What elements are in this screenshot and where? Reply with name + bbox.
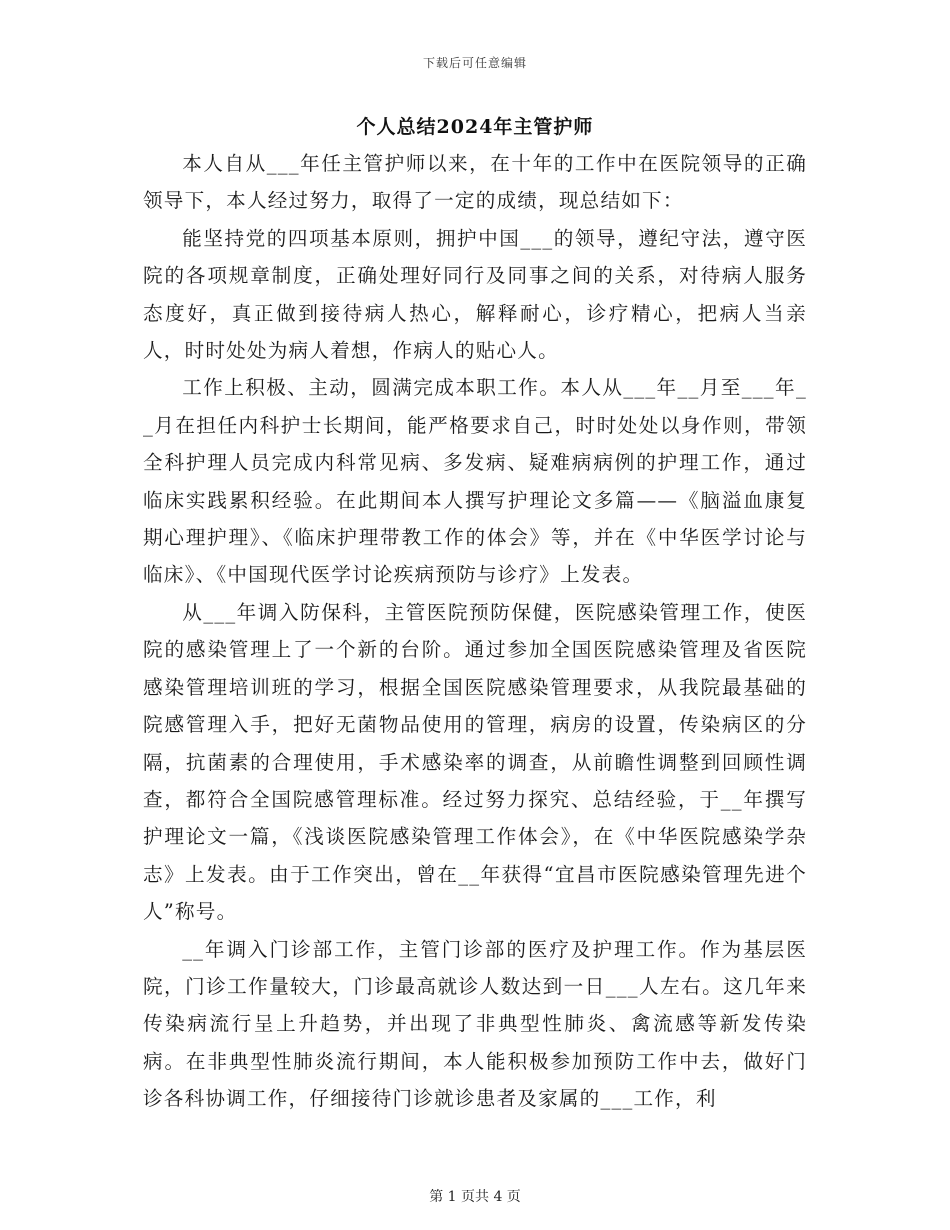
header-note: 下载后可任意编辑 — [422, 56, 527, 70]
document-title: 个人总结2024年主管护师 — [356, 116, 594, 138]
paragraph: __年调入门诊部工作，主管门诊部的医疗及护理工作。作为基层医院，门诊工作量较大，门诊最高就诊人数达到一日___人左右。这几年来传染病流行呈上升趋势，并出现了非典型性肺炎、禽流感等新发传染病。在非典型性肺炎流行期间，本人能积极参加预防工作中去，做好门诊各科协调工作，仔细接待门诊就诊患者及家属的___工作，利 — [143, 937, 807, 1111]
paragraph: 从___年调入防保科，主管医院预防保健，医院感染管理工作，使医院的感染管理上了一个新的台阶。通过参加全国医院感染管理及省医院感染管理培训班的学习，根据全国医院感染管理要求，从我院最基础的院感管理入手，把好无菌物品使用的管理，病房的设置，传染病区的分隔，抗菌素的合理使用，手术感染率的调查，从前瞻性调整到回顾性调查，都符合全国院感管理标准。经过努力探究、总结经验，于__年撰写护理论文一篇，《浅谈医院感染管理工作体会》，在《中华医院感染学杂志》上发表。由于工作突出，曾在__年获得“宜昌市医院感染管理先进个人”称号。 — [143, 600, 807, 924]
page-number-footer: 第 1 页共 4 页 — [429, 1189, 521, 1205]
document-body — [143, 145, 807, 1118]
paragraph: 能坚持党的四项基本原则，拥护中国___的领导，遵纪守法，遵守医院的各项规章制度，正确处理好同行及同事之间的关系，对待病人服务态度好，真正做到接待病人热心，解释耐心，诊疗精心，把病人当亲人，时时处处为病人着想，作病人的贴心人。 — [143, 226, 807, 363]
paragraph: 工作上积极、主动，圆满完成本职工作。本人从___年__月至___年__月在担任内科护士长期间，能严格要求自己，时时处处以身作则，带领全科护理人员完成内科常见病、多发病、疑难病病例的护理工作，通过临床实践累积经验。在此期间本人撰写护理论文多篇——《脑溢血康复期心理护理》、《临床护理带教工作的体会》等，并在《中华医学讨论与临床》、《中国现代医学讨论疾病预防与诊疗》上发表。 — [143, 376, 807, 587]
paragraph: 本人自从___年任主管护师以来，在十年的工作中在医院领导的正确领导下，本人经过努力，取得了一定的成绩，现总结如下： — [143, 152, 807, 213]
